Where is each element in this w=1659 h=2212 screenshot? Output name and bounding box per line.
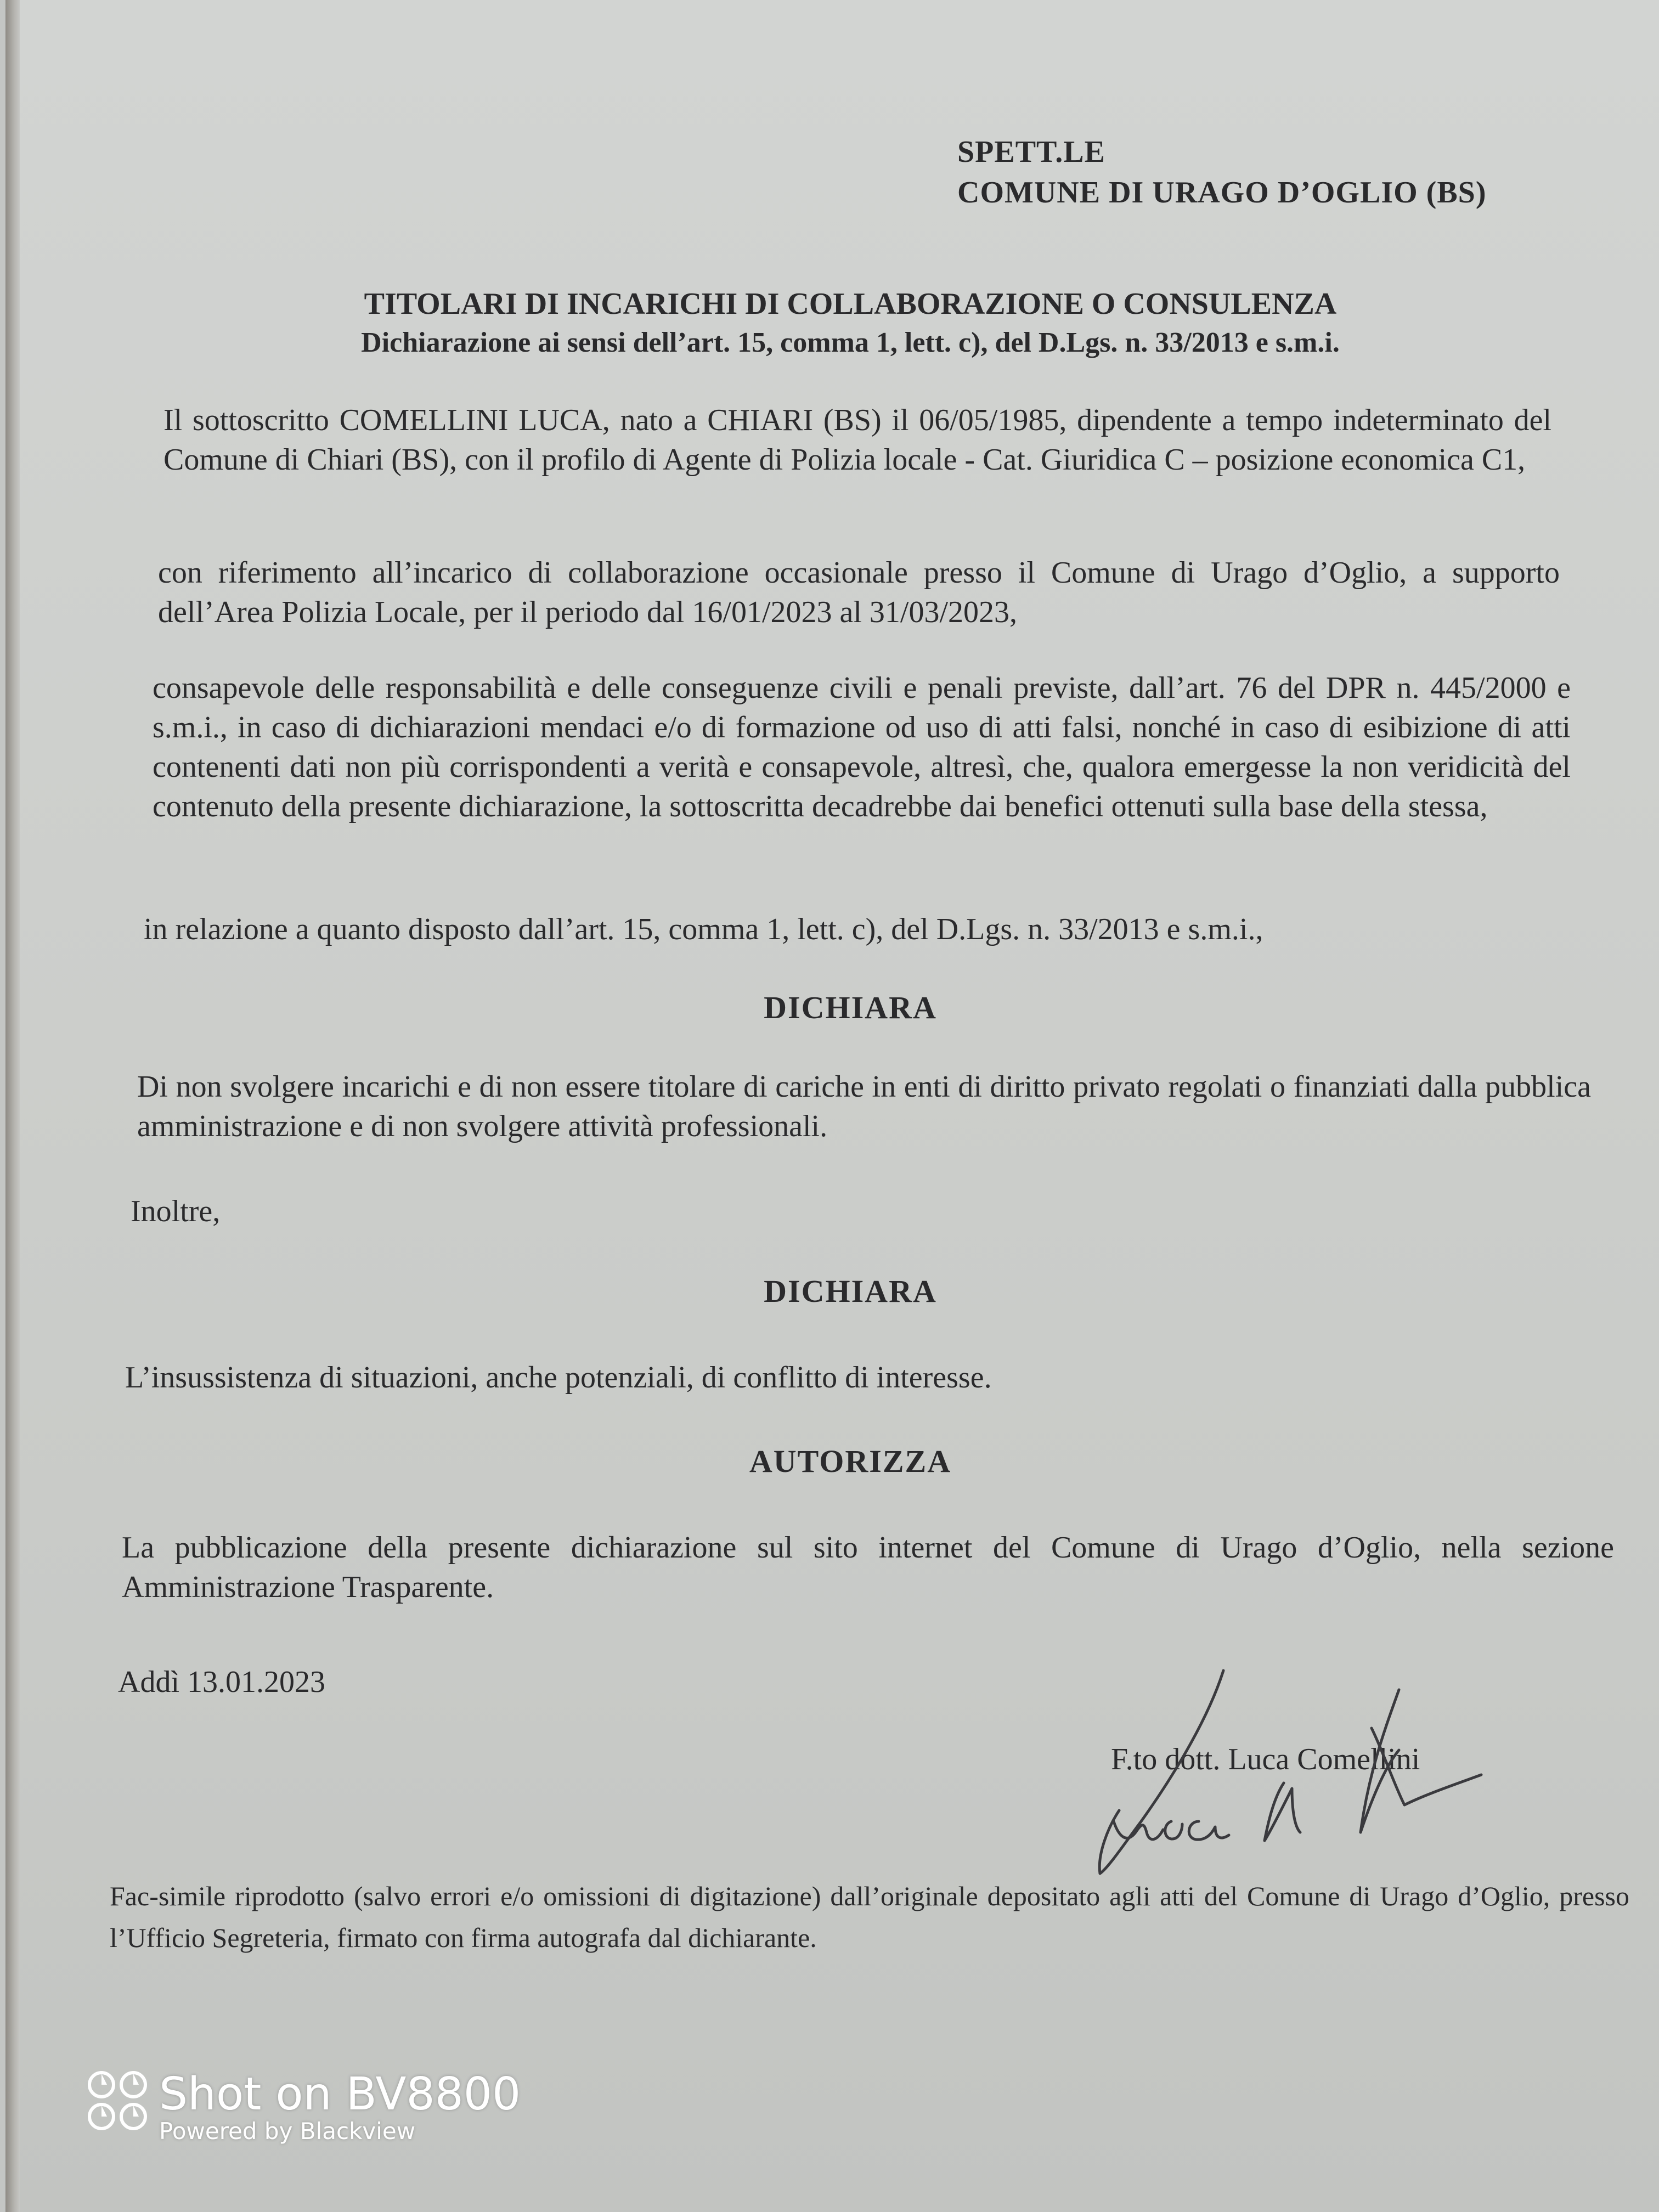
handwritten-signature [1075,1657,1492,1887]
paragraph-assignment: con riferimento all’incarico di collaborazione occasionale presso il Comune di Urago d’Oglio, a supporto dell’Area Polizia Locale, per il periodo dal 16/01/2023 al 31/03/2023, [158,556,1560,629]
watermark-main-text: Shot on BV8800 [159,2068,521,2120]
paper-edge [5,0,20,2212]
addressee-block [957,132,1486,213]
paragraph-declarant: Il sottoscritto COMELLINI LUCA, nato a CHIARI (BS) il 06/05/1985, dipendente a tempo indeterminato del Comune di Chiari (BS), con il profilo di Agente di Polizia locale - Cat. Giuridica C – posizione economica C1, [163,403,1551,477]
watermark-sub-text: Powered by Blackview [159,2118,416,2145]
addressee-line1: SPETT.LE [957,135,1105,169]
heading-autorizza: AUTORIZZA [749,1443,952,1479]
document-subtitle: Dichiarazione ai sensi dell’art. 15, comma 1, lett. c), del D.Lgs. n. 33/2013 e s.m.i. [361,327,1340,358]
paragraph-reference: in relazione a quanto disposto dall’art. 15, comma 1, lett. c), del D.Lgs. n. 33/2013 e s.m.i., [144,912,1263,946]
signature-line: F.to dott. Luca Comellini [1111,1742,1420,1776]
paragraph-inoltre: Inoltre, [131,1194,221,1228]
facsimile-footnote: Fac-simile riprodotto (salvo errori e/o omissioni di digitazione) dall’originale depositato agli atti del Comune di Urago d’Oglio, presso l’Ufficio Segreteria, firmato con firma autografa dal dichiarante. [110,1881,1629,1953]
paragraph-awareness: consapevole delle responsabilità e delle conseguenze civili e penali previste, dall’art. 76 del DPR n. 445/2000 e s.m.i., in caso di dichiarazioni mendaci e/o di formazione od uso di atti falsi, nonché in caso di esibizione di atti contenenti dati non più corrispondenti a verità e consapevole, altresì, che, qualora emergesse la non veridicità del contenuto della presente dichiarazione, la sottoscritta decadrebbe dai benefici ottenuti sulla base della stessa, [153,671,1571,823]
paragraph-no-assignments: Di non svolgere incarichi e di non essere titolare di cariche in enti di diritto privato regolati o finanziati dalla pubblica amministrazione e di non svolgere attività professionali. [137,1070,1591,1143]
paragraph-no-conflict: L’insussistenza di situazioni, anche potenziali, di conflitto di interesse. [125,1361,992,1395]
heading-dichiara-1: DICHIARA [764,990,937,1025]
paragraph-publication: La pubblicazione della presente dichiarazione sul sito internet del Comune di Urago d’Oglio, nella sezione Amministrazione Trasparente. [122,1531,1614,1604]
heading-dichiara-2: DICHIARA [764,1273,937,1309]
addressee-line2: COMUNE DI URAGO D’OGLIO (BS) [957,176,1487,210]
date-line: Addì 13.01.2023 [118,1665,325,1699]
document-title: TITOLARI DI INCARICHI DI COLLABORAZIONE O CONSULENZA [364,287,1337,321]
camera-brand-logo-icon [85,2068,151,2134]
